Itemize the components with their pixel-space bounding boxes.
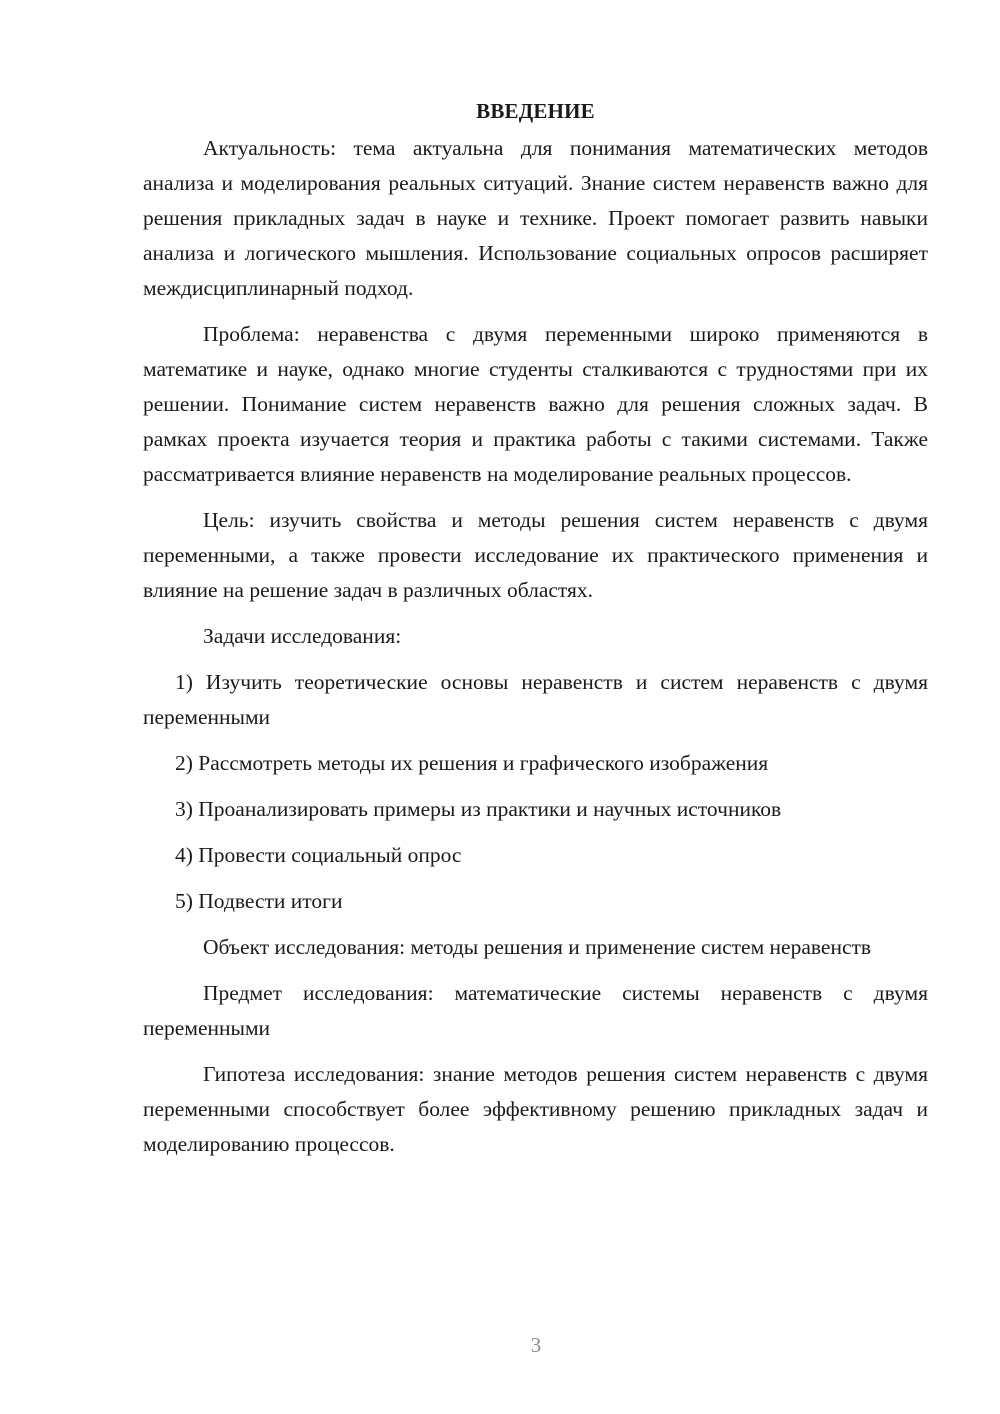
subject-paragraph: Предмет исследования: математические системы неравенств с двумя переменными (143, 981, 928, 1040)
page-number: 3 (530, 1333, 542, 1357)
list-item: 5) Подвести итоги (175, 889, 343, 913)
list-item: 2) Рассмотреть методы их решения и графического изображения (175, 751, 769, 775)
object-paragraph: Объект исследования: методы решения и применение систем неравенств (203, 935, 872, 959)
list-item: 1) Изучить теоретические основы неравенств и систем неравенств с двумя переменными (143, 670, 928, 729)
list-item: 4) Провести социальный опрос (175, 843, 462, 867)
list-item: 3) Проанализировать примеры из практики и научных источников (175, 797, 782, 821)
relevance-paragraph: Актуальность: тема актуальна для понимания математических методов анализа и моделирования реальных ситуаций. Знание систем неравенств важно для решения прикладных задач в науке и технике. Проект помогает развить навыки анализа и логического мышления. Использование социальных опросов расширяет междисциплинарный подход. (143, 136, 928, 300)
document-page (143, 96, 928, 1173)
tasks-heading: Задачи исследования: (203, 624, 402, 648)
hypothesis-paragraph: Гипотеза исследования: знание методов решения систем неравенств с двумя переменными способствует более эффективному решению прикладных задач и моделированию процессов. (143, 1062, 928, 1156)
goal-paragraph: Цель: изучить свойства и методы решения систем неравенств с двумя переменными, а также провести исследование их практического применения и влияние на решение задач в различных областях. (143, 508, 928, 602)
tasks-list (143, 665, 928, 919)
page-title: ВВЕДЕНИЕ (476, 99, 595, 123)
problem-paragraph: Проблема: неравенства с двумя переменными широко применяются в математике и науке, однако многие студенты сталкиваются с трудностями при их решении. Понимание систем неравенств важно для решения сложных задач. В рамках проекта изучается теория и практика работы с такими системами. Также рассматривается влияние неравенств на моделирование реальных процессов. (143, 322, 928, 486)
